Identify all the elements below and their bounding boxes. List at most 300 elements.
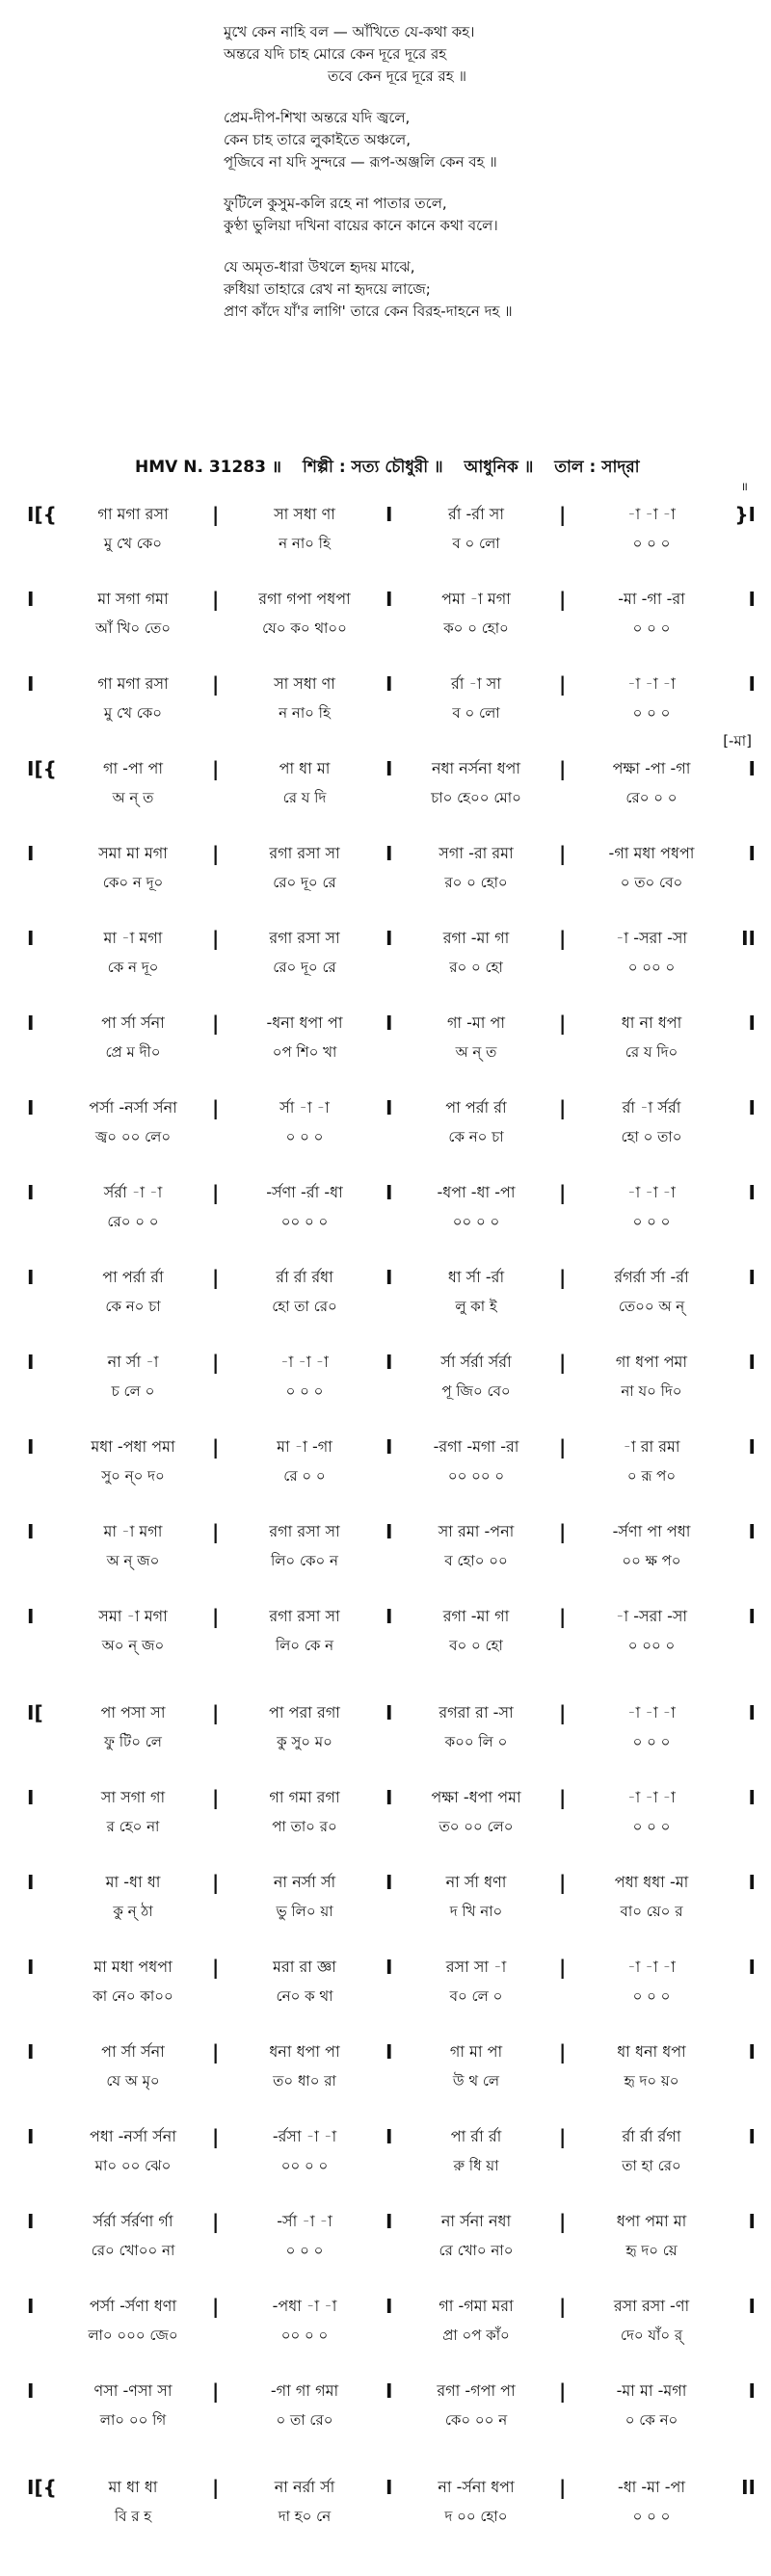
syllables: কু ন্‌ ঠা (113, 1903, 153, 1920)
swara-notes: পধা -নর্সা র্সনা (90, 2127, 176, 2145)
syllables: কে০ ন দূ০ (102, 874, 164, 891)
bar-line: I (386, 2295, 393, 2318)
notation-measure (572, 1264, 731, 1320)
notation-row (27, 2378, 759, 2462)
notation-row (27, 840, 759, 925)
notation-measure (397, 1784, 555, 1840)
bar-line: I (386, 2125, 393, 2148)
notation-measure (226, 1603, 384, 1659)
lyric-line: রুধিয়া তাহারে রেখ না হৃদয়ে লাজে; (224, 280, 431, 298)
notation-measure (397, 2038, 555, 2094)
notation-row (27, 1784, 759, 1869)
swara-notes: রগা -মা গা (442, 929, 510, 947)
syllables: বা০ য়ে০ র (620, 1903, 683, 1920)
bar-line: I (386, 1786, 393, 1809)
bar-line: I (386, 927, 393, 950)
syllables: হৃ দ০ য়০ (624, 2072, 679, 2090)
notation-measure (397, 586, 555, 642)
swara-notes: নধা নর্সনা ধপা (431, 759, 521, 777)
bar-line: | (212, 2476, 220, 2499)
syllables: তে০০ অ ন্‌ (618, 1298, 685, 1315)
notation-measure (54, 2208, 212, 2264)
bar-close-mark: I (748, 672, 756, 696)
bar-line: | (559, 2125, 567, 2148)
notation-measure (226, 1433, 384, 1489)
bar-close-mark: I (748, 1605, 756, 1628)
syllables: দ ০০ হো০ (444, 2508, 508, 2525)
lyric-stanza (224, 21, 725, 88)
swara-notes: র্রা র্রা র্রধা (276, 1268, 333, 1286)
swara-notes: পা পর্রা র্রা (445, 1098, 507, 1117)
bar-line: | (559, 1351, 567, 1374)
notation-measure (572, 2378, 731, 2433)
swara-notes: মা -া মগা (103, 929, 163, 947)
bar-open-mark: I (27, 2379, 35, 2403)
syllables: ০ ০ ০ (632, 2508, 671, 2525)
bar-line: | (212, 927, 220, 950)
bar-line: I (386, 588, 393, 611)
bar-close-mark: I (748, 1435, 756, 1459)
syllables: অ০ ন্‌ জ০ (101, 1637, 165, 1654)
notation-measure (572, 1784, 731, 1840)
notation-measure (572, 1869, 731, 1925)
bar-open-mark: I (27, 2125, 35, 2148)
bar-open-mark: I[ (27, 1701, 43, 1724)
bar-line: | (212, 1012, 220, 1035)
notation-measure (572, 501, 731, 557)
notation-measure (226, 755, 384, 811)
syllables: ব০ ০ হো (449, 1637, 503, 1654)
syllables: কু সু০ ম০ (277, 1733, 332, 1750)
notation-measure (226, 1179, 384, 1235)
swara-notes: গা মগা রসা (97, 674, 169, 693)
bar-line: | (212, 1266, 220, 1289)
syllables: ০ তা রে০ (276, 2411, 333, 2429)
swara-notes: সমা মা মগা (98, 844, 168, 862)
notation-measure (397, 755, 555, 811)
notation-measure (572, 1518, 731, 1574)
bar-line: I (386, 2040, 393, 2063)
swara-notes: সা রমা -পনা (438, 1522, 515, 1540)
notation-measure (226, 1869, 384, 1925)
swara-notes: র্রা -া সা (451, 674, 501, 693)
notation-measure (226, 501, 384, 557)
bar-line: | (559, 1096, 567, 1119)
swara-notes: গা -মা পা (446, 1013, 506, 1032)
syllables: রে০ ০ ০ (625, 789, 678, 806)
notation-row (27, 1010, 759, 1094)
swara-notes: পা পর্রা র্রা (102, 1268, 164, 1286)
notation-measure (54, 2293, 212, 2349)
bar-line: | (559, 2210, 567, 2233)
swara-notes: -া -া -া (627, 505, 676, 523)
bar-open-mark: I (27, 2295, 35, 2318)
notation-measure (397, 1349, 555, 1405)
syllables: যে০ ক০ থা০০ (262, 619, 347, 637)
bar-line: I (386, 757, 393, 780)
notation-measure (54, 501, 212, 557)
bar-line: | (212, 842, 220, 865)
syllables: ত০ ০০ লে০ (439, 1818, 514, 1835)
notation-measure (226, 840, 384, 896)
syllables: ০ রূ প০ (626, 1467, 677, 1485)
notation-measure (572, 1349, 731, 1405)
syllables: ০ ত০ বে০ (620, 874, 683, 891)
syllables: মু খে কে০ (103, 704, 163, 722)
notation-measure (572, 1094, 731, 1150)
bar-line: | (212, 588, 220, 611)
swara-notes: মা -া -গা (277, 1437, 332, 1456)
swara-notes: র্সর্রা -া -া (103, 1183, 163, 1201)
syllables: কা নে০ কা০০ (93, 1987, 173, 2005)
lyric-line: প্রেম-দীপ-শিখা অন্তরে যদি জ্বলে, (224, 109, 411, 126)
swara-notes: পা পরা রগা (269, 1703, 340, 1722)
notation-measure (226, 2378, 384, 2433)
swara-notes: -া রা রমা (623, 1437, 680, 1456)
bar-open-mark: I (27, 1871, 35, 1894)
syllables: প্রে ম দী০ (105, 1043, 161, 1061)
swara-notes: -া -া -া (627, 1788, 676, 1806)
swara-notes: -া -া -া (627, 1703, 676, 1722)
notation-measure (397, 1179, 555, 1235)
notation-measure (54, 1699, 212, 1755)
syllables: দা হ০ নে (278, 2508, 332, 2525)
bar-close-mark: I (748, 1096, 756, 1119)
notation-measure (226, 2474, 384, 2530)
notation-measure (54, 755, 212, 811)
bar-line: | (559, 503, 567, 526)
syllables: রে য দি (282, 789, 327, 806)
notation-measure (572, 1433, 731, 1489)
bar-line: | (559, 2476, 567, 2499)
notation-measure (54, 1869, 212, 1925)
notation-measure (54, 1264, 212, 1320)
syllables: মা০ ০০ ঝে০ (94, 2157, 172, 2174)
syllables: তা হা রে০ (622, 2157, 681, 2174)
swara-notes: না র্সনা নধা (440, 2212, 512, 2230)
syllables: পা তা০ র০ (272, 1818, 337, 1835)
swara-notes: গা -গমা মরা (439, 2297, 514, 2315)
bar-line: | (212, 2125, 220, 2148)
swara-notes: না -র্সনা ধপা (438, 2478, 515, 2496)
syllables: ০০ ০ ০ (452, 1213, 500, 1230)
syllables: কে ন০ চা (105, 1298, 161, 1315)
swara-notes: না র্সা ধণা (445, 1873, 507, 1891)
swara-notes: র্সর্রা র্সর্রণা র্গা (93, 2212, 173, 2230)
syllables: কে০ ০০ ন (444, 2411, 508, 2429)
swara-notes: র্রা র্রা র্রগা (622, 2127, 681, 2145)
bar-line: | (559, 842, 567, 865)
syllables: ০ ০ ০ (632, 535, 671, 552)
song-lyrics (224, 21, 725, 342)
swara-notes: রসা রসা -ণা (613, 2297, 690, 2315)
bar-line: I (386, 1871, 393, 1894)
bar-line: I (386, 1701, 393, 1724)
lyric-line: প্রাণ কাঁদে যাঁ'র লাগি' তারে কেন বিরহ-দাহনে দহ ॥ (224, 302, 513, 320)
swara-notes: গা গমা রগা (269, 1788, 340, 1806)
swara-notes: -গা গা গমা (270, 2381, 339, 2400)
bar-open-mark: I (27, 1520, 35, 1543)
syllables: অ ন্‌ ত (455, 1043, 497, 1061)
bar-open-mark: I (27, 842, 35, 865)
syllables: ০০ ক্ষ প০ (622, 1552, 681, 1569)
swara-notes: ধা না ধপা (621, 1013, 682, 1032)
notation-measure (572, 1699, 731, 1755)
bar-line: | (559, 1786, 567, 1809)
notation-measure (54, 1010, 212, 1065)
notation-measure (397, 1094, 555, 1150)
bar-line: | (212, 2295, 220, 2318)
notation-measure (572, 1010, 731, 1065)
swara-notes: গা মা পা (449, 2042, 503, 2061)
notation-measure (397, 2378, 555, 2433)
syllables: বি র হ (114, 2508, 152, 2525)
bar-line: | (212, 1435, 220, 1459)
swara-notes: রগা -মা গা (442, 1607, 510, 1625)
swara-notes: পমা -া মগা (441, 590, 511, 608)
bar-line: | (559, 1871, 567, 1894)
notation-measure (572, 925, 731, 981)
notation-measure (54, 586, 212, 642)
syllables: ব ০ লো (452, 535, 500, 552)
notation-measure (397, 840, 555, 896)
bar-open-mark: I (27, 1435, 35, 1459)
syllables: রু ধি য়া (453, 2157, 499, 2174)
swara-notes: না নর্রা র্সা (274, 2478, 335, 2496)
swara-notes: -ধনা ধপা পা (266, 1013, 343, 1032)
notation-measure (54, 2474, 212, 2530)
notation-measure (226, 670, 384, 726)
bar-line: I (386, 2476, 393, 2499)
notation-measure (397, 925, 555, 981)
notation-measure (226, 2123, 384, 2179)
bar-line: I (386, 1266, 393, 1289)
bar-line: | (559, 2295, 567, 2318)
syllables: রে য দি০ (625, 1043, 678, 1061)
syllables: যে অ মৃ০ (106, 2072, 160, 2090)
bar-line: | (212, 757, 220, 780)
swara-notes: পা র্রা র্রা (450, 2127, 502, 2145)
notation-measure (572, 2123, 731, 2179)
swara-notes: মধা -পধা পমা (91, 1437, 175, 1456)
bar-open-mark: I (27, 1605, 35, 1628)
notation-row (27, 586, 759, 670)
swara-notes: পা র্সা র্সনা (101, 1013, 165, 1032)
swara-notes: র্রগর্রা র্সা -র্রা (614, 1268, 689, 1286)
swara-notes: গা ধপা পমা (615, 1353, 688, 1371)
tala-label: তাল : সাদ্‌রা (554, 458, 640, 477)
syllables: ০ ০ ০ (285, 2242, 324, 2259)
bar-line: I (386, 1956, 393, 1979)
lyric-line: যে অমৃত-ধারা উথলে হৃদয় মাঝে, (224, 258, 415, 276)
notation-measure (226, 2038, 384, 2094)
syllables: ত০ ধা০ রা (273, 2072, 336, 2090)
swara-notes: সমা -া মগা (98, 1607, 168, 1625)
syllables: অ ন্‌ ত (112, 789, 154, 806)
bar-line: | (212, 1520, 220, 1543)
lyric-line: তবে কেন দূরে দূরে রহ ॥ (328, 67, 466, 85)
syllables: লি০ কে ন (275, 1637, 334, 1654)
swara-notes: রসা সা -া (445, 1958, 507, 1976)
syllables: হো ০ তা০ (621, 1128, 682, 1145)
notation-measure (572, 2208, 731, 2264)
syllables: ০ ০ ০ (632, 1213, 671, 1230)
artist-name: শিল্পী : সত্য চৌধুরী ॥ (303, 458, 443, 477)
bar-open-mark: I (27, 1012, 35, 1035)
bar-close-mark: }I (734, 503, 756, 526)
swara-notes: রগরা রা -সা (439, 1703, 514, 1722)
syllables: ০ ০ ০ (632, 1733, 671, 1750)
bar-line: | (212, 1956, 220, 1979)
syllables: ন না০ হি (279, 535, 331, 552)
bar-line: I (386, 1012, 393, 1035)
bar-line: I (386, 672, 393, 696)
bar-line: I (386, 1520, 393, 1543)
bar-line: | (559, 1520, 567, 1543)
bar-close-mark: I (748, 1181, 756, 1204)
lyric-line: অন্তরে যদি চাহ মোরে কেন দূরে দূরে রহ (224, 45, 447, 63)
bar-line: | (212, 1871, 220, 1894)
notation-measure (54, 1954, 212, 2010)
swara-notes: র্রা -র্রা সা (447, 505, 505, 523)
bar-line: | (212, 672, 220, 696)
bar-open-mark: I (27, 1786, 35, 1809)
swara-notes: -া -া -া (627, 1183, 676, 1201)
notation-measure (226, 925, 384, 981)
notation-measure (397, 501, 555, 557)
swara-notes: পা পসা সা (100, 1703, 166, 1722)
syllables: অ ন্‌ জ০ (106, 1552, 160, 1569)
syllables: ফু টি০ লে (104, 1733, 162, 1750)
swara-notes: র্রা -া র্সর্রা (622, 1098, 681, 1117)
notation-measure (54, 1518, 212, 1574)
bar-line: | (559, 588, 567, 611)
syllables: ০ ০ ০ (632, 1818, 671, 1835)
swara-notes: রগা গপা পধপা (258, 590, 351, 608)
lyric-line: মুখে কেন নাহি বল — আঁখিতে যে-কথা কহ। (224, 23, 475, 40)
notation-measure (54, 1433, 212, 1489)
syllables: ব০ লে ০ (449, 1987, 503, 2005)
syllables: না য০ দি০ (621, 1382, 682, 1400)
bar-line: | (212, 1181, 220, 1204)
notation-measure (397, 1954, 555, 2010)
syllables: ভু লি০ য়া (276, 1903, 333, 1920)
notation-row (27, 2293, 759, 2378)
notation-measure (54, 925, 212, 981)
notation-measure (226, 1264, 384, 1320)
swara-notes: -া -া -া (280, 1353, 329, 1371)
lyric-line: ফুটিলে কুসুম-কলি রহে না পাতার তলে, (224, 195, 447, 212)
syllables: ব হো০ ০০ (444, 1552, 508, 1569)
bar-line: | (212, 1701, 220, 1724)
notation-row (27, 2474, 759, 2559)
bar-open-mark: I (27, 1956, 35, 1979)
notation-row (27, 1603, 759, 1688)
notation-measure (54, 1094, 212, 1150)
lyric-line: কেন চাহ তারে লুকাইতে অঞ্চলে, (224, 131, 411, 148)
notation-measure (397, 2208, 555, 2264)
syllables: রে০ ০ ০ (107, 1213, 159, 1230)
swara-notes: পর্সা -নর্সা র্সনা (89, 1098, 177, 1117)
swara-notes: না র্সা -া (107, 1353, 159, 1371)
bar-close-mark: I (748, 1520, 756, 1543)
notation-measure (572, 1603, 731, 1659)
swara-notes: -পধা -া -া (272, 2297, 337, 2315)
syllables: চা০ হে০০ মো০ (431, 789, 521, 806)
swara-notes: -মা মা -মগা (616, 2381, 687, 2400)
swara-notes: ণসা -ণসা সা (93, 2381, 173, 2400)
swara-notes: সগা -রা রমা (439, 844, 514, 862)
swara-notes: না নর্সা র্সা (273, 1873, 336, 1891)
notation-measure (397, 2474, 555, 2530)
syllables: হো তা রে০ (272, 1298, 337, 1315)
syllables: ০ ০০ ০ (627, 1637, 676, 1654)
notation-measure (54, 1784, 212, 1840)
swara-notes: রগা রসা সা (269, 929, 340, 947)
notation-measure (572, 840, 731, 896)
swara-notes: -া -সরা -সা (615, 929, 688, 947)
notation-measure (226, 2208, 384, 2264)
syllables: রে০ খো০০ না (91, 2242, 175, 2259)
syllables: চ লে ০ (111, 1382, 155, 1400)
bar-close-mark: I (748, 2295, 756, 2318)
swara-notes: সা সধা ণা (274, 674, 335, 693)
notation-measure (226, 1954, 384, 2010)
notation-row (27, 732, 759, 840)
notation-measure (226, 1010, 384, 1065)
lyric-stanza (224, 107, 725, 173)
swara-notes: -র্সণা পা পধা (612, 1522, 691, 1540)
syllables: লা০ ০০০ জে০ (88, 2326, 178, 2344)
swara-notes: র্সা -া -া (279, 1098, 330, 1117)
swara-notes: রগা রসা সা (269, 1607, 340, 1625)
notation-row (27, 1954, 759, 2038)
syllables: প্রা ০প কাঁ০ (442, 2326, 510, 2344)
syllables: উ থ লে (452, 2072, 500, 2090)
bar-close-mark: II (741, 2476, 756, 2499)
bar-line: I (386, 1181, 393, 1204)
bar-line: I (386, 1435, 393, 1459)
lyric-stanza (224, 193, 725, 237)
swara-notes: ধপা পমা মা (616, 2212, 687, 2230)
syllables: ০প শি০ খা (272, 1043, 337, 1061)
notation-measure (226, 1349, 384, 1405)
notation-measure (397, 2123, 555, 2179)
notation-measure (572, 1179, 731, 1235)
bar-close-mark: I (748, 1871, 756, 1894)
bar-line: | (559, 757, 567, 780)
syllables: ০ ০ ০ (632, 1987, 671, 2005)
notation-row (27, 670, 759, 755)
bar-line: | (559, 1701, 567, 1724)
bar-line: I (386, 503, 393, 526)
syllables: ০০ ০ ০ (280, 2157, 329, 2174)
notation-row (27, 1094, 759, 1179)
swara-notes: পধা ধধা -মা (614, 1873, 689, 1891)
notation-score (27, 480, 759, 2559)
syllables: রে০ দূ০ রে (273, 874, 336, 891)
notation-measure (54, 1603, 212, 1659)
swara-notes: মা -া মগা (103, 1522, 163, 1540)
notation-measure (226, 2293, 384, 2349)
bar-line: | (559, 1181, 567, 1204)
bar-line: | (212, 1786, 220, 1809)
bar-line: I (386, 2379, 393, 2403)
bar-open-mark: I (27, 927, 35, 950)
bar-close-mark: I (748, 2040, 756, 2063)
syllables: রে খো০ না০ (439, 2242, 514, 2259)
bar-close-mark: I (748, 1012, 756, 1035)
